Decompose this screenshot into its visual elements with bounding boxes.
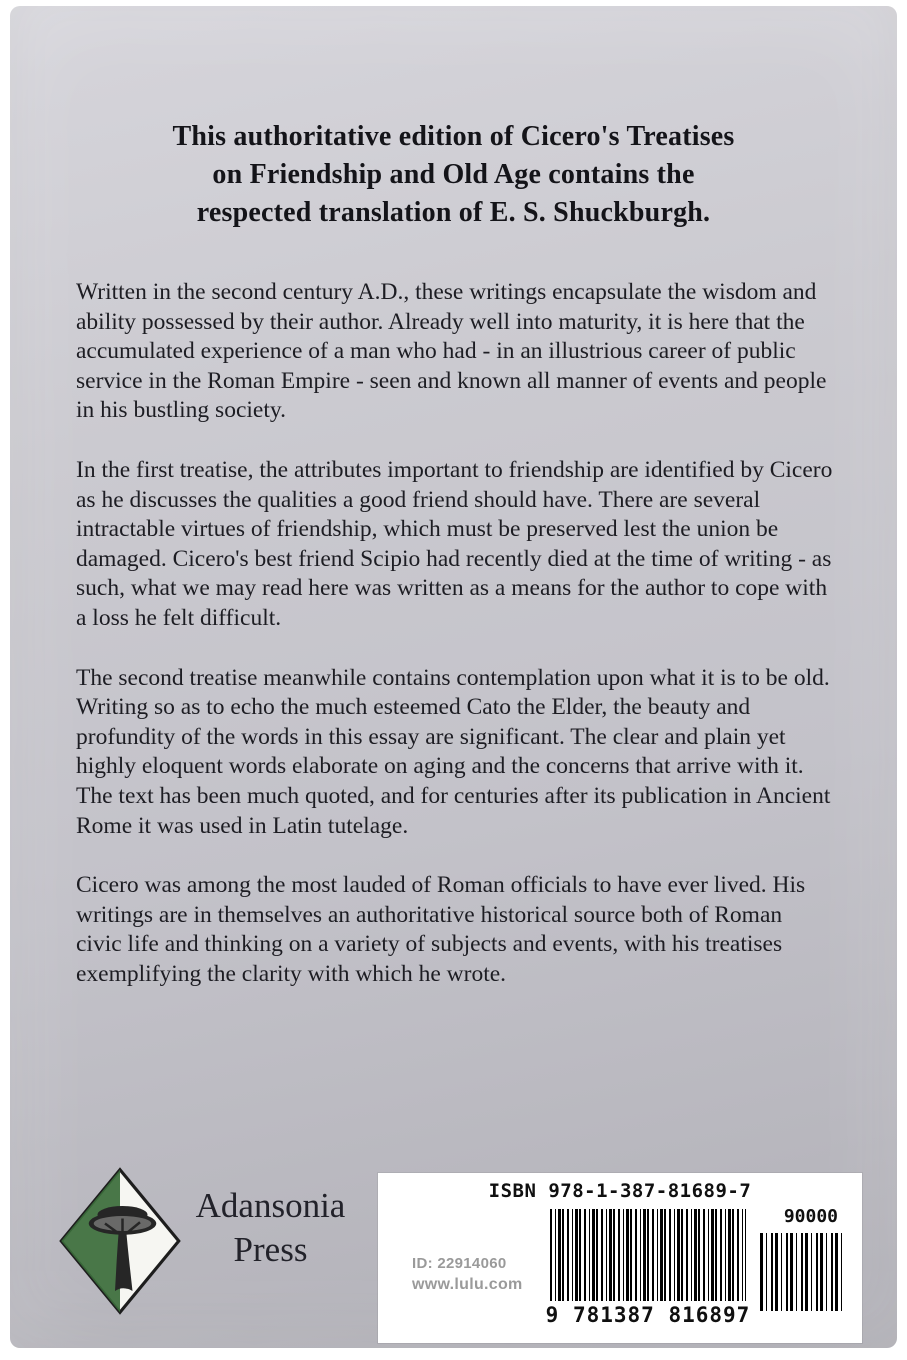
- barcode-price-code: 90000: [783, 1206, 838, 1227]
- cover-heading: [50, 118, 857, 232]
- heading-line-2: on Friendship and Old Age contains the: [212, 159, 695, 190]
- isbn-text: ISBN 978-1-387-81689-7: [488, 1180, 752, 1202]
- paragraph-4: Cicero was among the most lauded of Roman officials to have ever lived. His writings are in themselves an authoritative historical source both of Roman civic life and thinking on a variety of subjects and events, with his treatises exemplifying the clarity with which he wrote.: [76, 872, 806, 987]
- printer-url-text: www.lulu.com: [412, 1276, 523, 1293]
- barcode-digits: 9 781387 816897: [536, 1301, 760, 1329]
- barcode-panel: [378, 1173, 862, 1343]
- publisher-name-line-2: Press: [233, 1230, 308, 1269]
- barcode-main-bars-icon: [550, 1209, 746, 1313]
- paragraph-3: The second treatise meanwhile contains contemplation upon what it is to be old. Writing so as to echo the much esteemed Cato the Elder, the beauty and profundity of the words in this essay are significant. The clear and plain yet highly eloquent words elaborate on aging and the concerns that arrive with it. The text has been much quoted, and for centuries after its publication in Ancient Rome it was used in Latin tutelage.: [76, 664, 831, 839]
- barcode-addon-bars-icon: [760, 1233, 844, 1311]
- paragraph-2: In the first treatise, the attributes important to friendship are identified by Cicero as he discusses the qualities a good friend should have. There are several intractable virtues of friendship, which must be preserved lest the union be damaged. Cicero's best friend Scipio had recently died at the time of writing - as such, what we may read here was written as a means for the author to cope with a loss he felt difficult.: [76, 456, 833, 631]
- cover-body-text: [76, 278, 833, 989]
- publisher-logo: [56, 1166, 184, 1316]
- print-id-text: ID: 22914060: [412, 1255, 507, 1272]
- publisher-name-line-1: Adansonia: [195, 1186, 346, 1225]
- publisher-name: [168, 1184, 373, 1272]
- heading-line-1: This authoritative edition of Cicero's Treatises: [172, 121, 735, 152]
- paragraph-1: Written in the second century A.D., these writings encapsulate the wisdom and ability possessed by their author. Already well into maturity, it is here that the accumulated experience of a man who had - in an illustrious career of public service in the Roman Empire - seen and known all manner of events and people in his bustling society.: [76, 279, 827, 424]
- book-back-cover: [10, 6, 897, 1348]
- baobab-tree-icon: [56, 1166, 184, 1316]
- heading-line-3: respected translation of E. S. Shuckburgh.: [196, 197, 711, 228]
